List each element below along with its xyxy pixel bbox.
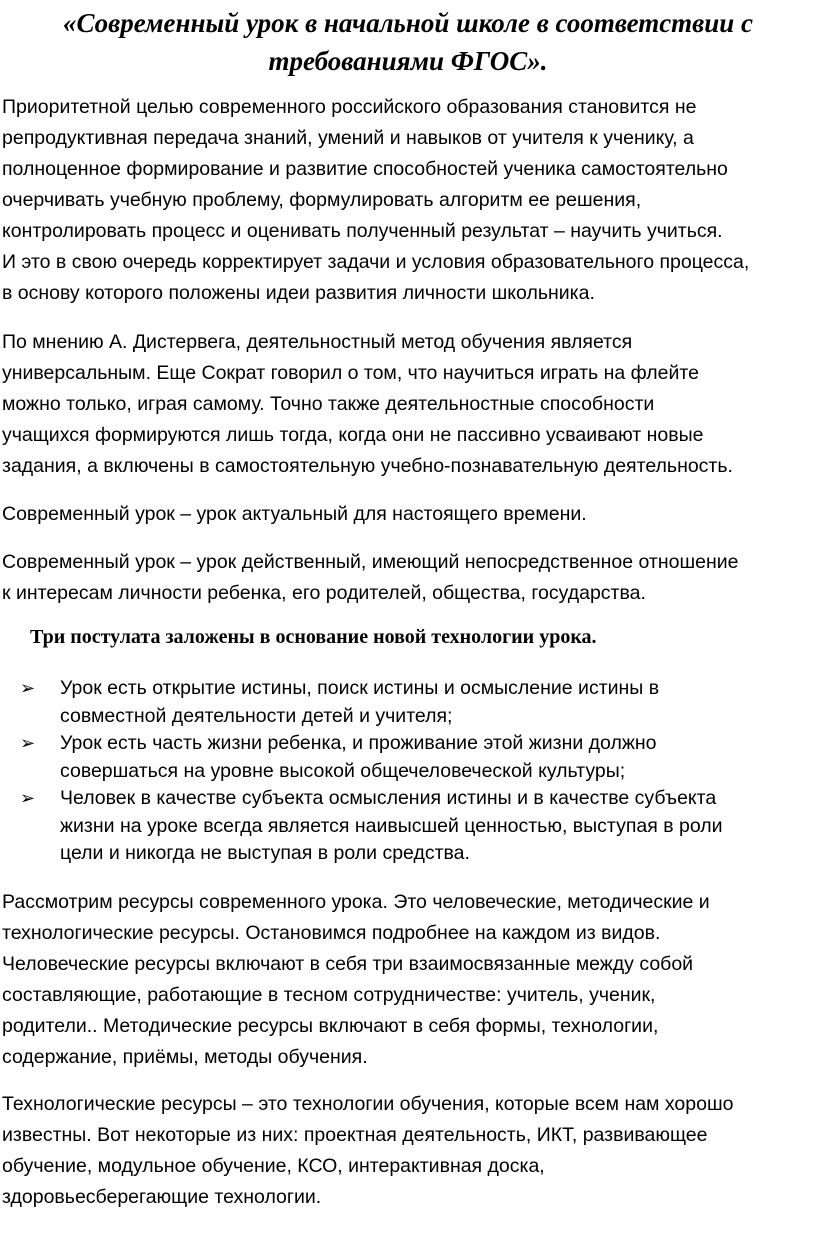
text-line: совершаться на уровне высокой общечеловеческой культуры; <box>60 759 626 782</box>
text-line: По мнению А. Дистервега, деятельностный метод обучения является <box>2 331 633 353</box>
text-line: совместной деятельности детей и учителя; <box>60 704 453 727</box>
text-line: И это в свою очередь корректирует задачи и условия образовательного процесса, <box>2 251 750 273</box>
bullet-list <box>0 675 723 868</box>
title-line: «Современный урок в начальной школе в соответствии с <box>62 8 754 38</box>
arrow-bullet-icon: ➢ <box>20 788 36 809</box>
text-line: очерчивать учебную проблему, формулировать алгоритм ее решения, <box>2 189 642 211</box>
text-line: известны. Вот некоторые из них: проектная деятельность, ИКТ, развивающее <box>2 1124 708 1146</box>
text-line: обучение, модульное обучение, КСО, интерактивная доска, <box>2 1155 545 1177</box>
text-line: родители.. Методические ресурсы включают в себя формы, технологии, <box>2 1015 659 1037</box>
text-line: Урок есть часть жизни ребенка, и проживание этой жизни должно <box>60 732 657 754</box>
paragraph-5 <box>2 887 816 1073</box>
text-line: универсальным. Еще Сократ говорил о том, что научиться играть на флейте <box>2 362 699 384</box>
list-item <box>0 785 723 868</box>
paragraph-4 <box>2 547 816 609</box>
text-line: Современный урок – урок действенный, имеющий непосредственное отношение <box>2 551 739 573</box>
text-line: здоровьесберегающие технологии. <box>2 1186 322 1208</box>
text-line: Урок есть открытие истины, поиск истины и осмысление истины в <box>60 677 660 699</box>
text-line: технологические ресурсы. Остановимся подробнее на каждом из видов. <box>2 922 661 944</box>
text-line: жизни на уроке всегда является наивысшей ценностью, выступая в роли <box>60 814 723 837</box>
text-line: можно только, играя самому. Точно также деятельностные способности <box>2 393 655 415</box>
paragraph-6 <box>2 1089 816 1213</box>
text-line: содержание, приёмы, методы обучения. <box>2 1046 368 1068</box>
text-line: Современный урок – урок актуальный для настоящего времени. <box>2 503 587 525</box>
text-line: Человек в качестве субъекта осмысления истины и в качестве субъекта <box>60 787 717 809</box>
document-title <box>0 4 816 80</box>
text-line: цели и никогда не выступая в роли средства. <box>60 842 470 864</box>
list-item <box>0 730 723 785</box>
text-line: Рассмотрим ресурсы современного урока. Это человеческие, методические и <box>2 891 710 913</box>
text-line: Технологические ресурсы – это технологии обучения, которые всем нам хорошо <box>2 1093 734 1115</box>
list-item <box>0 675 723 730</box>
text-line: задания, а включены в самостоятельную учебно-познавательную деятельность. <box>2 455 733 477</box>
text-line: полноценное формирование и развитие способностей ученика самостоятельно <box>2 158 728 180</box>
arrow-bullet-icon: ➢ <box>20 678 36 699</box>
title-line: требованиями ФГОС». <box>268 46 548 76</box>
text-line: к интересам личности ребенка, его родителей, общества, государства. <box>2 582 646 604</box>
text-line: в основу которого положены идеи развития личности школьника. <box>2 282 595 304</box>
text-line: учащихся формируются лишь тогда, когда они не пассивно усваивают новые <box>2 424 704 446</box>
text-line: контролировать процесс и оценивать полученный результат – научить учиться. <box>2 220 723 242</box>
paragraph-2 <box>2 327 816 482</box>
arrow-bullet-icon: ➢ <box>20 733 36 754</box>
text-line: Человеческие ресурсы включают в себя три взаимосвязанные между собой <box>2 953 694 975</box>
text-line: Приоритетной целью современного российского образования становится не <box>2 96 697 118</box>
paragraph-1 <box>2 92 816 309</box>
paragraph-3 <box>2 499 816 530</box>
text-line: репродуктивная передача знаний, умений и навыков от учителя к ученику, а <box>2 127 694 149</box>
section-heading: Три постулата заложены в основание новой технологии урока. <box>30 626 597 648</box>
text-line: составляющие, работающие в тесном сотрудничестве: учитель, ученик, <box>2 984 656 1006</box>
